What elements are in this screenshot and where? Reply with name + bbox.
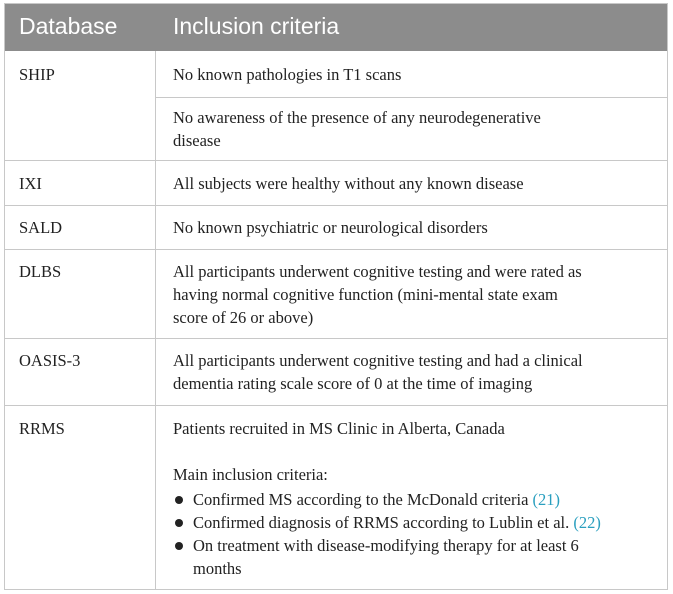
list-item xyxy=(173,488,601,511)
sald-criterion: No known psychiatric or neurological disorders xyxy=(173,218,488,237)
row-database-dlbs: DLBS xyxy=(19,262,62,281)
bullet-icon xyxy=(175,496,183,504)
inclusion-criteria-table xyxy=(4,3,668,590)
bullet-text: Confirmed diagnosis of RRMS according to Lublin et al. xyxy=(193,513,574,532)
ship-criterion-2-line-2: disease xyxy=(173,131,221,150)
ixi-criterion: All subjects were healthy without any known disease xyxy=(173,174,524,193)
bullet-text: On treatment with disease-modifying therapy for at least 6 xyxy=(193,536,579,555)
bullet-text: Confirmed MS according to the McDonald criteria xyxy=(193,490,533,509)
bullet-icon xyxy=(175,542,183,550)
ship-criterion-2-line-1: No awareness of the presence of any neurodegenerative xyxy=(173,108,541,127)
dlbs-criterion-line-2: having normal cognitive function (mini-mental state exam xyxy=(173,285,558,304)
oasis-criterion-line-1: All participants underwent cognitive testing and had a clinical xyxy=(173,351,583,370)
oasis-criterion-line-2: dementia rating scale score of 0 at the time of imaging xyxy=(173,374,533,393)
sub-row-divider xyxy=(156,97,667,98)
row-database-sald: SALD xyxy=(19,218,63,237)
row-divider xyxy=(5,405,667,406)
row-divider xyxy=(5,160,667,161)
rrms-main-criteria-heading: Main inclusion criteria: xyxy=(173,465,328,484)
row-database-ship: SHIP xyxy=(19,65,55,84)
bullet-icon xyxy=(175,519,183,527)
header-inclusion-criteria: Inclusion criteria xyxy=(173,13,340,39)
row-divider xyxy=(5,338,667,339)
header-database: Database xyxy=(19,13,118,39)
rrms-recruitment: Patients recruited in MS Clinic in Alberta, Canada xyxy=(173,419,505,438)
citation-link[interactable]: (21) xyxy=(532,490,561,509)
ship-criterion-1: No known pathologies in T1 scans xyxy=(173,65,402,84)
list-item-continuation xyxy=(173,557,601,580)
row-divider xyxy=(5,205,667,206)
dlbs-criterion-line-3: score of 26 or above) xyxy=(173,308,314,327)
citation-link[interactable]: (22) xyxy=(573,513,601,532)
row-database-rrms: RRMS xyxy=(19,419,65,438)
column-divider xyxy=(155,51,156,590)
list-item xyxy=(173,511,601,534)
row-divider xyxy=(5,249,667,250)
list-item xyxy=(173,534,601,557)
bullet-text: months xyxy=(193,559,242,578)
rrms-criteria-list xyxy=(173,488,601,580)
row-database-oasis-3: OASIS-3 xyxy=(19,351,81,370)
dlbs-criterion-line-1: All participants underwent cognitive testing and were rated as xyxy=(173,262,582,281)
table-header xyxy=(5,4,667,51)
row-database-ixi: IXI xyxy=(19,174,42,193)
